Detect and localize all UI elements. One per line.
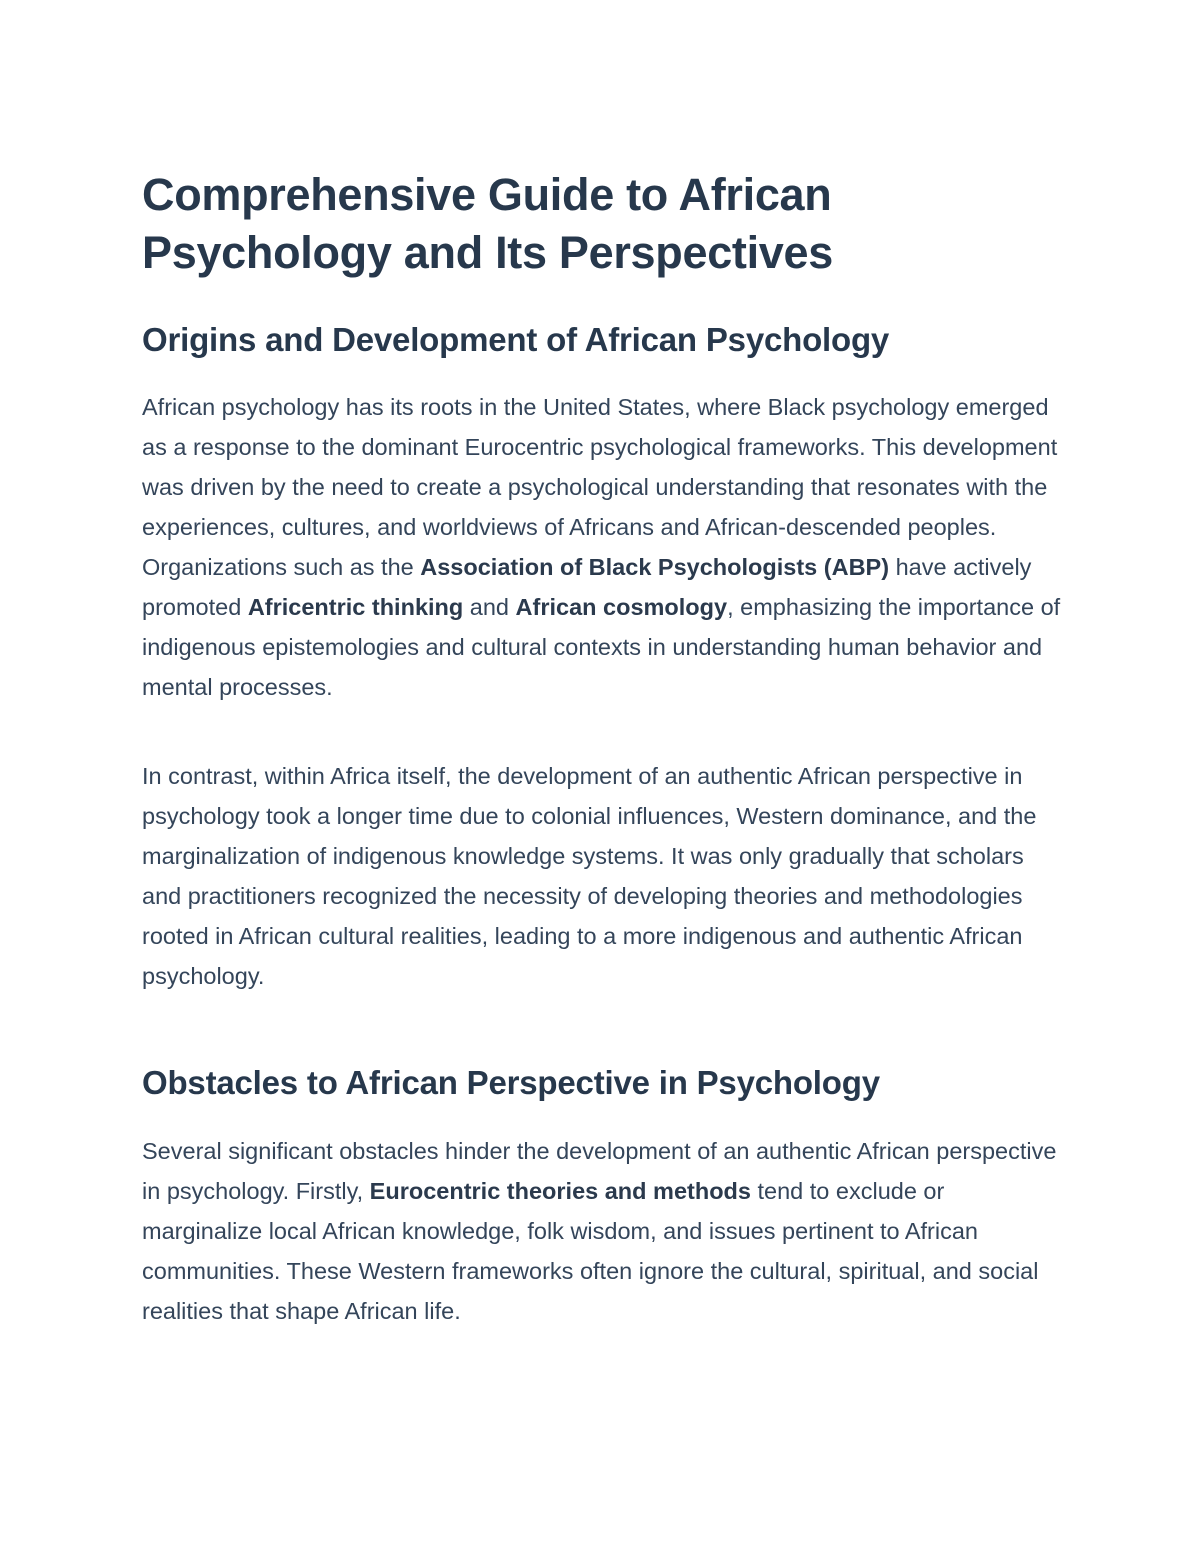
paragraph-origins-1	[142, 387, 1062, 707]
bold-term-eurocentric-theories: Eurocentric theories and methods	[369, 1178, 751, 1204]
paragraph-obstacles-1	[142, 1131, 1062, 1331]
paragraph-origins-2: In contrast, within Africa itself, the development of an authentic African perspective in psychology took a longer time due to colonial influences, Western dominance, and the marginalization of indigenous knowledge systems. It was only gradually that scholars and practitioners recognized the necessity of developing theories and methodologies rooted in African cultural realities, leading to a more indigenous and authentic African psychology.	[142, 763, 1037, 989]
paragraph-text: and	[463, 594, 516, 620]
paragraph-text: African psychology has its roots in the United States, where Black psychology emerged as a response to the dominant Eurocentric psychological frameworks. This development was driven by the need to create a psychological understanding that resonates with the experiences, cultures, and worldviews of Africans and African-descended peoples. Organizations such as the	[142, 394, 1058, 580]
paragraph-text: tend to exclude or marginalize local African knowledge, folk wisdom, and issues pertinent to African communities. These Western frameworks often ignore the cultural, spiritual, and social realities that shape African life.	[142, 1178, 1039, 1324]
paragraph-text: have actively promoted	[142, 554, 1032, 620]
section-heading-obstacles: Obstacles to African Perspective in Psychology	[142, 1064, 880, 1101]
bold-term-abp: Association of Black Psychologists (ABP)	[420, 554, 890, 580]
section-heading-origins: Origins and Development of African Psychology	[142, 321, 890, 358]
bold-term-african-cosmology: African cosmology	[515, 594, 728, 620]
document-title: Comprehensive Guide to African Psychology and Its Perspectives	[142, 169, 833, 278]
paragraph-text: Several significant obstacles hinder the development of an authentic African perspective in psychology. Firstly,	[142, 1138, 1057, 1204]
paragraph-text: , emphasizing the importance of indigenous epistemologies and cultural contexts in understanding human behavior and mental processes.	[142, 594, 1061, 700]
bold-term-africentric-thinking: Africentric thinking	[247, 594, 464, 620]
